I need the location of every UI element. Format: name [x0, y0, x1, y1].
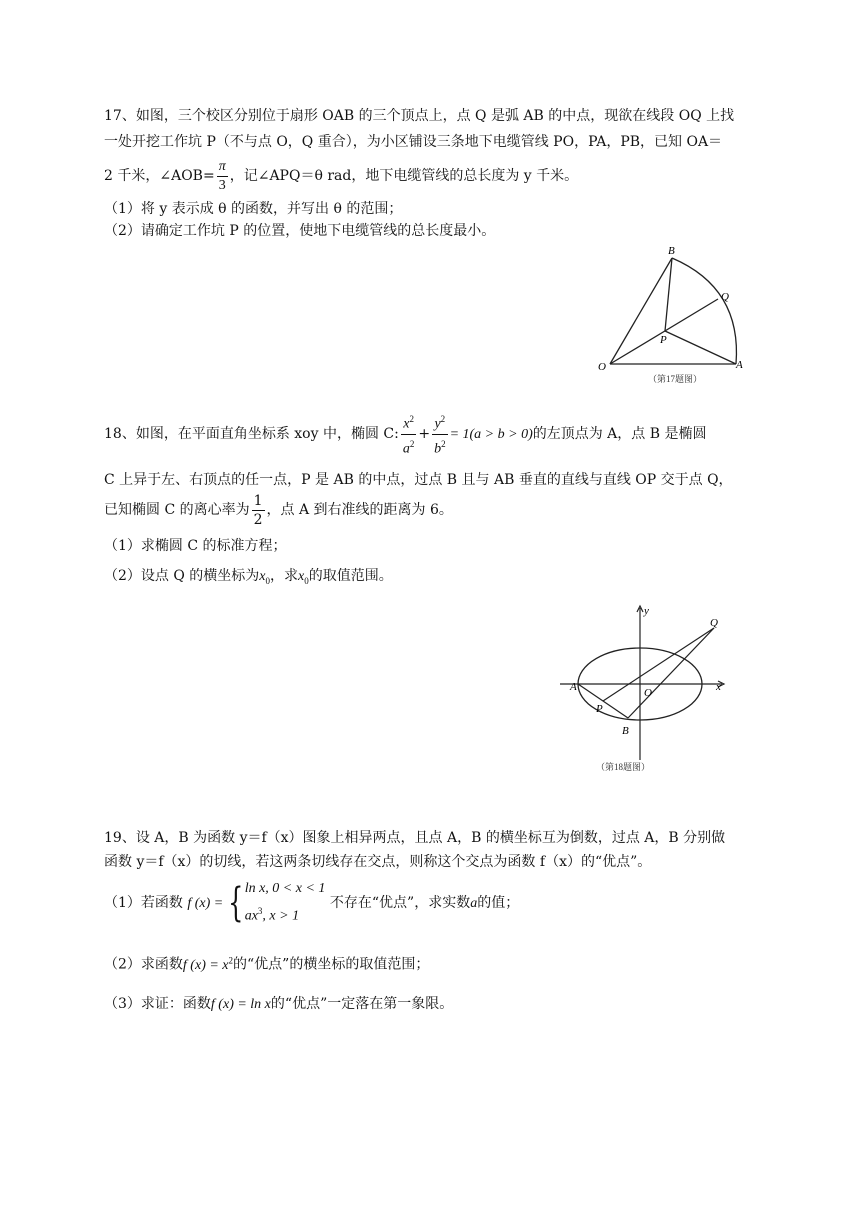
q19-part-1-fx: f (x) = [187, 895, 224, 911]
q17-line-2: 一处开挖工作坑 P（不与点 O，Q 重合），为小区铺设三条地下电缆管线 PO，PA，PB，已知 OA＝ [104, 134, 723, 150]
q18-label-y: y [644, 605, 649, 617]
q18-figure-caption: （第18题图） [596, 762, 651, 772]
q17-label-A: A [736, 359, 743, 371]
q19-case-1: ln x, 0 < x < 1 [244, 881, 326, 896]
q18-part-1: （1）求椭圆 C 的标准方程； [104, 538, 287, 554]
q18-label-A: A [570, 681, 577, 693]
q18-label-O: O [644, 687, 652, 699]
q17-line-3-a: 2 千米，∠AOB= [104, 168, 215, 184]
q19-part-2-b: 的“优点”的横坐标的取值范围； [233, 956, 430, 973]
q18-line-1-b: 的左顶点为 A，点 B 是椭圆 [532, 426, 707, 443]
q18-line-2: C 上异于左、右顶点的任一点，P 是 AB 的中点，过点 B 且与 AB 垂直的直线与直线 OP 交于点 Q， [104, 472, 733, 488]
q19-part-2 [104, 950, 429, 976]
q18-x0-sub: 0 [265, 575, 271, 586]
q17-frac-num: π [217, 158, 228, 177]
q19-brace: { [228, 879, 244, 926]
q18-x0-2 [298, 569, 309, 584]
q18-eq-tail: = 1(a > b > 0) [449, 427, 533, 443]
q19-part-3-fx: f (x) = ln x [210, 997, 271, 1012]
q18-frac-half [252, 492, 265, 529]
q18-x0-var-2: x [298, 569, 305, 584]
q18-frac-num: 1 [253, 492, 263, 509]
q19-part-3-b: 的“优点”一定落在第一象限。 [270, 996, 454, 1012]
q17-line-PA [665, 331, 736, 364]
q18-x0-sub-2: 0 [304, 575, 309, 586]
q18-label-x: x [716, 681, 721, 693]
q18-eq-a: a [402, 441, 410, 457]
q18-part-2 [104, 566, 393, 591]
q19-var-a: a [470, 895, 478, 911]
q17-label-B: B [668, 245, 675, 257]
q19-part-2-a: （2）求函数 [104, 956, 183, 973]
q18-x0-1 [259, 569, 270, 584]
q19-case-2-b: , x > 1 [262, 908, 300, 924]
q18-line-3 [104, 490, 453, 530]
q17-arc-AB [672, 258, 736, 364]
q18-part-2-b: ，求 [270, 568, 299, 584]
q17-line-OQ [610, 299, 718, 364]
q18-frac-x2-a2: $\frac{x^2}{a^2}$ [401, 410, 417, 458]
q18-label-P: P [596, 703, 603, 715]
q18-line-1: 18、如图，在平面直角坐标系 xoy 中，椭圆 C: $\frac{x^2}{a^2}$ + $\frac{y^2}{b^2}$ = 1(a > b > 0)的左顶点为 A，点 B 是椭圆 [104, 410, 706, 458]
q19-part-3-a: （3）求证：函数 [104, 996, 211, 1012]
q18-line-PQ [603, 628, 714, 701]
q18-figure [556, 600, 760, 780]
q18-label-B: B [622, 725, 629, 737]
q19-line-1: 19、设 A，B 为函数 y＝f（x）图象上相异两点，且点 A，B 的横坐标互为倒数，过点 A，B 分别做 [104, 830, 726, 846]
q18-line-1-a: 18、如图，在平面直角坐标系 xoy 中，椭圆 C: [104, 426, 399, 443]
q19-part-1 [104, 878, 519, 928]
q19-piecewise: ln x, 0 < x < 1 $ax^3$, x > 1 [245, 878, 326, 928]
q17-part-1: （1）将 y 表示成 θ 的函数，并写出 θ 的范围； [104, 201, 403, 217]
q17-frac-den: 3 [218, 177, 226, 193]
q18-eq-x: x [403, 416, 410, 432]
q18-eq-b: b [434, 441, 442, 457]
q18-part-2-a: （2）设点 Q 的横坐标为 [104, 568, 260, 584]
q19-case-2-a: ax [244, 908, 258, 924]
q18-x0-var: x [259, 569, 266, 584]
q17-part-2: （2）请确定工作坑 P 的位置，使地下电缆管线的总长度最小。 [104, 223, 496, 239]
q17-label-O: O [598, 361, 606, 373]
q18-line-3-a: 已知椭圆 C 的离心率为 [104, 502, 250, 518]
q17-line-3 [104, 156, 578, 196]
q19-part-1-a: （1）若函数 [104, 894, 183, 911]
q18-frac-y2-b2: $\frac{y^2}{b^2}$ [432, 410, 448, 458]
q17-line-3-b: ，记∠APQ＝θ rad，地下电缆管线的总长度为 y 千米。 [229, 168, 579, 184]
q19-line-2: 函数 y＝f（x）的切线，若这两条切线存在交点，则称这个交点为函数 f（x）的“优点”。 [104, 854, 652, 870]
q17-line-1: 17、如图，三个校区分别位于扇形 OAB 的三个顶点上，点 Q 是弧 AB 的中点，现欲在线段 OQ 上找 [104, 108, 735, 124]
q19-part-3 [104, 994, 453, 1015]
q17-line-OB [610, 258, 672, 364]
q19-part-2-fx-text: f (x) = x [182, 957, 229, 973]
q17-label-P: P [660, 334, 667, 346]
q19-part-1-c: 的值； [477, 894, 520, 911]
q18-eq-y: y [434, 416, 441, 432]
q18-label-Q: Q [710, 617, 718, 629]
q17-label-Q: Q [721, 291, 729, 303]
q19-part-1-b: 不存在“优点”，求实数 [329, 894, 471, 911]
q17-pi-over-3 [217, 158, 228, 195]
q18-line-BQ [628, 628, 714, 718]
q18-line-3-b: ，点 A 到右准线的距离为 6。 [266, 502, 453, 518]
q17-figure [590, 240, 760, 390]
q18-part-2-c: 的取值范围。 [308, 568, 393, 584]
q18-frac-den: 2 [253, 511, 263, 528]
q17-figure-caption: （第17题图） [648, 374, 703, 384]
q19-part-2-fx: f $(x) = x^2$ [182, 955, 234, 973]
